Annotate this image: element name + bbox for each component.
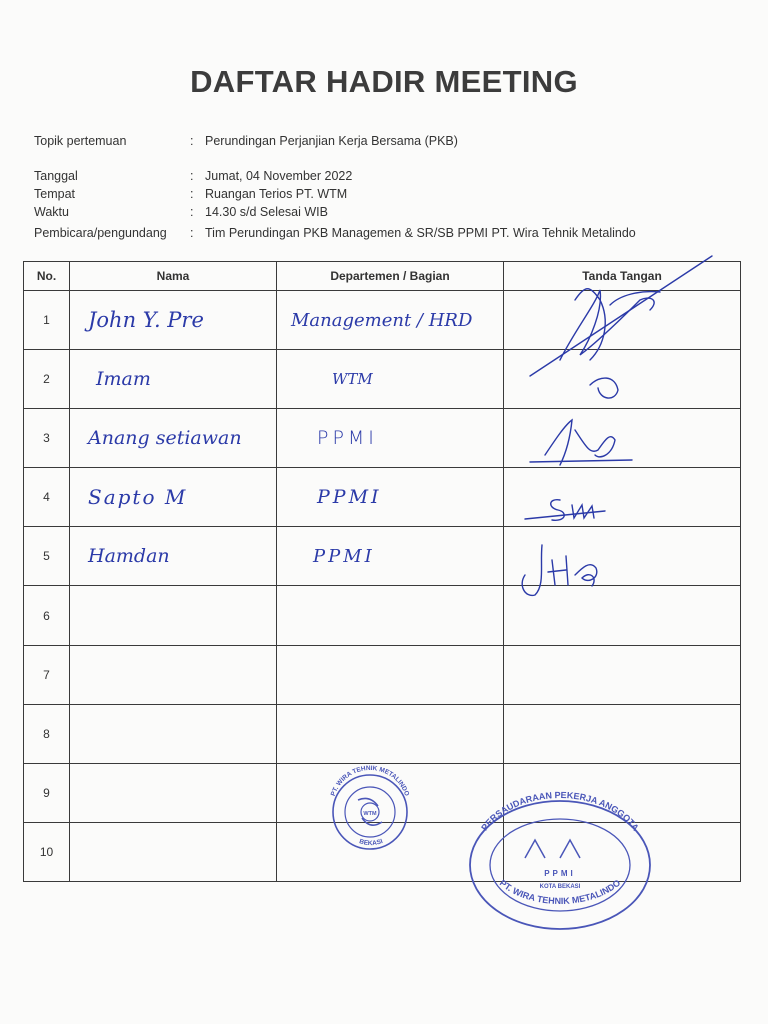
signature-cell bbox=[504, 704, 741, 763]
handwritten-department: PPMI bbox=[317, 486, 382, 509]
handwritten-name: Sapto M bbox=[88, 485, 188, 510]
page-title: DAFTAR HADIR MEETING bbox=[190, 64, 578, 99]
union-stamp-text: PERSAUDARAAN PEKERJA ANGGOTA bbox=[479, 789, 641, 833]
name-cell bbox=[70, 350, 277, 409]
company-stamp-center: WTM bbox=[363, 811, 377, 817]
handwritten-department: PPMI bbox=[317, 427, 378, 450]
signature-cell bbox=[504, 468, 741, 527]
company-stamp-bottom: BEKASI bbox=[358, 838, 384, 848]
handwritten-department: PPMI bbox=[313, 545, 375, 567]
name-cell bbox=[70, 468, 277, 527]
row-number: 3 bbox=[24, 409, 70, 468]
signature-cell bbox=[504, 350, 741, 409]
table-row bbox=[24, 822, 741, 881]
department-cell bbox=[277, 527, 504, 586]
department-cell bbox=[277, 350, 504, 409]
meta-value: 14.30 s/d Selesai WIB bbox=[205, 205, 328, 219]
company-stamp-text: PT. WIRA TEHNIK METALINDO bbox=[329, 764, 411, 798]
signature-cell bbox=[504, 763, 741, 822]
signature-cell bbox=[504, 822, 741, 881]
meta-value: Ruangan Terios PT. WTM bbox=[205, 187, 348, 201]
row-number: 4 bbox=[24, 468, 70, 527]
meta-colon: : bbox=[190, 187, 194, 201]
meta-colon: : bbox=[190, 134, 194, 148]
header-tanda-tangan: Tanda Tangan bbox=[504, 262, 741, 291]
row-number: 5 bbox=[24, 527, 70, 586]
union-stamp-center: PPMI bbox=[544, 869, 576, 878]
signature-cell bbox=[504, 527, 741, 586]
department-cell bbox=[277, 704, 504, 763]
meta-colon: : bbox=[190, 169, 194, 183]
row-number: 10 bbox=[24, 822, 70, 881]
meta-colon: : bbox=[190, 205, 194, 219]
handwritten-name: John Y. Pre bbox=[88, 308, 204, 333]
name-cell bbox=[70, 291, 277, 350]
name-cell bbox=[70, 527, 277, 586]
name-cell bbox=[70, 822, 277, 881]
row-number: 9 bbox=[24, 763, 70, 822]
handwritten-department: WTM bbox=[332, 370, 373, 389]
meta-label: Tanggal bbox=[34, 169, 78, 183]
meta-value: Tim Perundingan PKB Managemen & SR/SB PPMI PT. Wira Tehnik Metalindo bbox=[205, 226, 636, 240]
name-cell bbox=[70, 645, 277, 704]
table-row bbox=[24, 527, 741, 586]
handwritten-name: Imam bbox=[96, 368, 151, 391]
table-row bbox=[24, 409, 741, 468]
meta-value: Perundingan Perjanjian Kerja Bersama (PKB) bbox=[205, 134, 458, 148]
meta-value: Jumat, 04 November 2022 bbox=[205, 169, 353, 183]
signature-cell bbox=[504, 645, 741, 704]
name-cell bbox=[70, 409, 277, 468]
department-cell bbox=[277, 586, 504, 645]
union-stamp-city: KOTA BEKASI bbox=[539, 884, 581, 890]
row-number: 2 bbox=[24, 350, 70, 409]
table-row bbox=[24, 645, 741, 704]
meta-label: Waktu bbox=[34, 205, 69, 219]
signature-cell bbox=[504, 586, 741, 645]
handwritten-name: Hamdan bbox=[88, 545, 170, 568]
table-row bbox=[24, 350, 741, 409]
header-nama: Nama bbox=[70, 262, 277, 291]
department-cell bbox=[277, 291, 504, 350]
row-number: 6 bbox=[24, 586, 70, 645]
handwritten-department: Management / HRD bbox=[291, 309, 473, 331]
meta-colon: : bbox=[190, 226, 194, 240]
table-row bbox=[24, 763, 741, 822]
meta-label: Topik pertemuan bbox=[34, 134, 127, 148]
table-row bbox=[24, 468, 741, 527]
signature-cell bbox=[504, 291, 741, 350]
name-cell bbox=[70, 763, 277, 822]
table-header-row bbox=[24, 262, 741, 291]
union-stamp-bottom: PT. WIRA TEHNIK METALINDO bbox=[497, 877, 623, 907]
handwritten-name: Anang setiawan bbox=[88, 427, 242, 450]
header-no: No. bbox=[24, 262, 70, 291]
department-cell bbox=[277, 822, 504, 881]
table-row bbox=[24, 586, 741, 645]
meta-label: Pembicara/pengundang bbox=[34, 226, 167, 240]
department-cell bbox=[277, 763, 504, 822]
department-cell bbox=[277, 645, 504, 704]
row-number: 1 bbox=[24, 291, 70, 350]
meta-label: Tempat bbox=[34, 187, 75, 201]
department-cell bbox=[277, 468, 504, 527]
name-cell bbox=[70, 704, 277, 763]
header-departemen: Departemen / Bagian bbox=[277, 262, 504, 291]
department-cell bbox=[277, 409, 504, 468]
row-number: 7 bbox=[24, 645, 70, 704]
attendance-table bbox=[23, 261, 741, 882]
signature-cell bbox=[504, 409, 741, 468]
table-row bbox=[24, 704, 741, 763]
table-row bbox=[24, 291, 741, 350]
name-cell bbox=[70, 586, 277, 645]
row-number: 8 bbox=[24, 704, 70, 763]
